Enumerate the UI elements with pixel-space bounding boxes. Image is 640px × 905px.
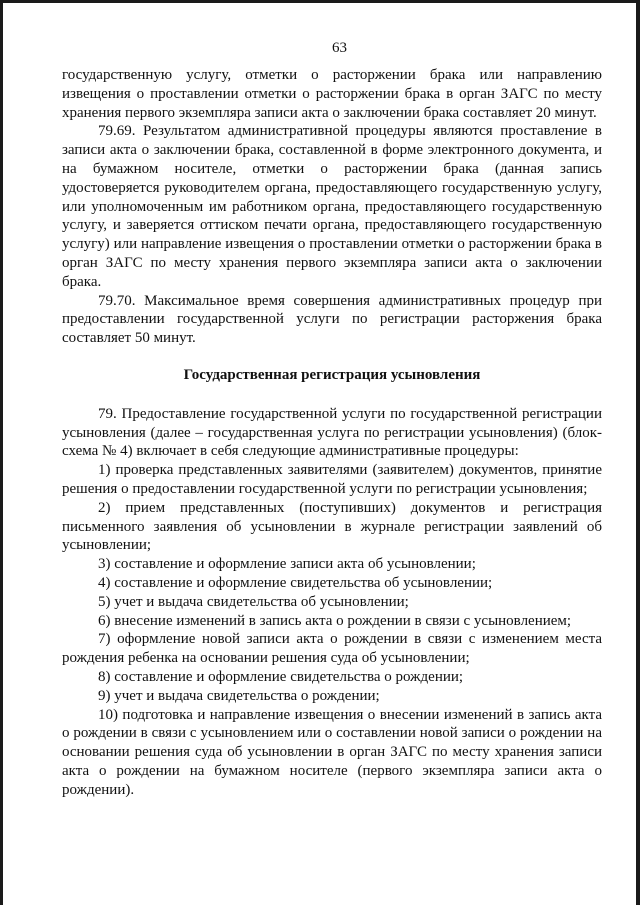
section-heading: Государственная регистрация усыновления [183, 366, 481, 383]
scan-edge-top [0, 0, 640, 3]
list-item-10: 10) подготовка и направление извещения о внесении изменений в запись акта о рождении в связи с усыновлением или о составлении новой записи о рождении на основании решения суда об усыновлении в орган ЗАГС по месту хранения записи акта о рождении на бумажном носителе (первого экземпляра записи акта о рождении). [62, 706, 602, 798]
paragraph-79: 79. Предоставление государственной услуги по государственной регистрации усыновления (далее – государственная услуга по регистрации усыновления) (блок-схема № 4) включает в себя следующие административные процедуры: [62, 405, 602, 460]
paragraph-continuation: государственную услугу, отметки о расторжении брака или направлению извещения о проставлении отметки о расторжении брака в орган ЗАГС по месту хранения первого экземпляра записи акта о заключении брака составляет 20 минут. [62, 67, 602, 121]
paragraph-79-69: 79.69. Результатом административной процедуры являются проставление в записи акта о заключении брака, составленной в форме электронного документа, и на бумажном носителе, отметки о расторжении брака (данная запись удостоверяется руководителем органа, предоставляющего государственную услугу, или уполномоченным им работником органа, предоставляющего государственную услугу, и заверяется оттиском печати органа, предоставляющего государственную услугу) или направление извещения о проставлении отметки о расторжении брака в орган ЗАГС по месту хранения первого экземпляра записи акта о заключении брака. [62, 123, 602, 290]
paragraph-79-70: 79.70. Максимальное время совершения административных процедур при предоставлении государственной услуги по регистрации расторжения брака составляет 50 минут. [62, 292, 602, 347]
list-item-2: 2) прием представленных (поступивших) документов и регистрация письменного заявления об усыновлении в журнале регистрации заявлений об усыновлении; [62, 499, 602, 554]
list-item-6: 6) внесение изменений в запись акта о рождении в связи с усыновлением; [98, 612, 572, 629]
scan-edge-right [636, 0, 640, 905]
list-item-1: 1) проверка представленных заявителями (заявителем) документов, принятие решения о предоставлении государственной услуги по регистрации усыновления; [62, 462, 602, 497]
scan-edge-left [0, 0, 3, 905]
list-item-3: 3) составление и оформление записи акта об усыновлении; [98, 556, 476, 573]
list-item-7: 7) оформление новой записи акта о рождении в связи с изменением места рождения ребенка на основании решения суда об усыновлении; [62, 631, 602, 667]
list-item-5: 5) учет и выдача свидетельства об усыновлении; [98, 593, 409, 610]
list-item-9: 9) учет и выдача свидетельства о рождении; [98, 687, 380, 704]
document-body [62, 66, 602, 799]
list-item-4: 4) составление и оформление свидетельства об усыновлении; [98, 574, 493, 591]
page-number: 63 [332, 40, 347, 56]
list-item-8: 8) составление и оформление свидетельства о рождении; [98, 668, 464, 685]
